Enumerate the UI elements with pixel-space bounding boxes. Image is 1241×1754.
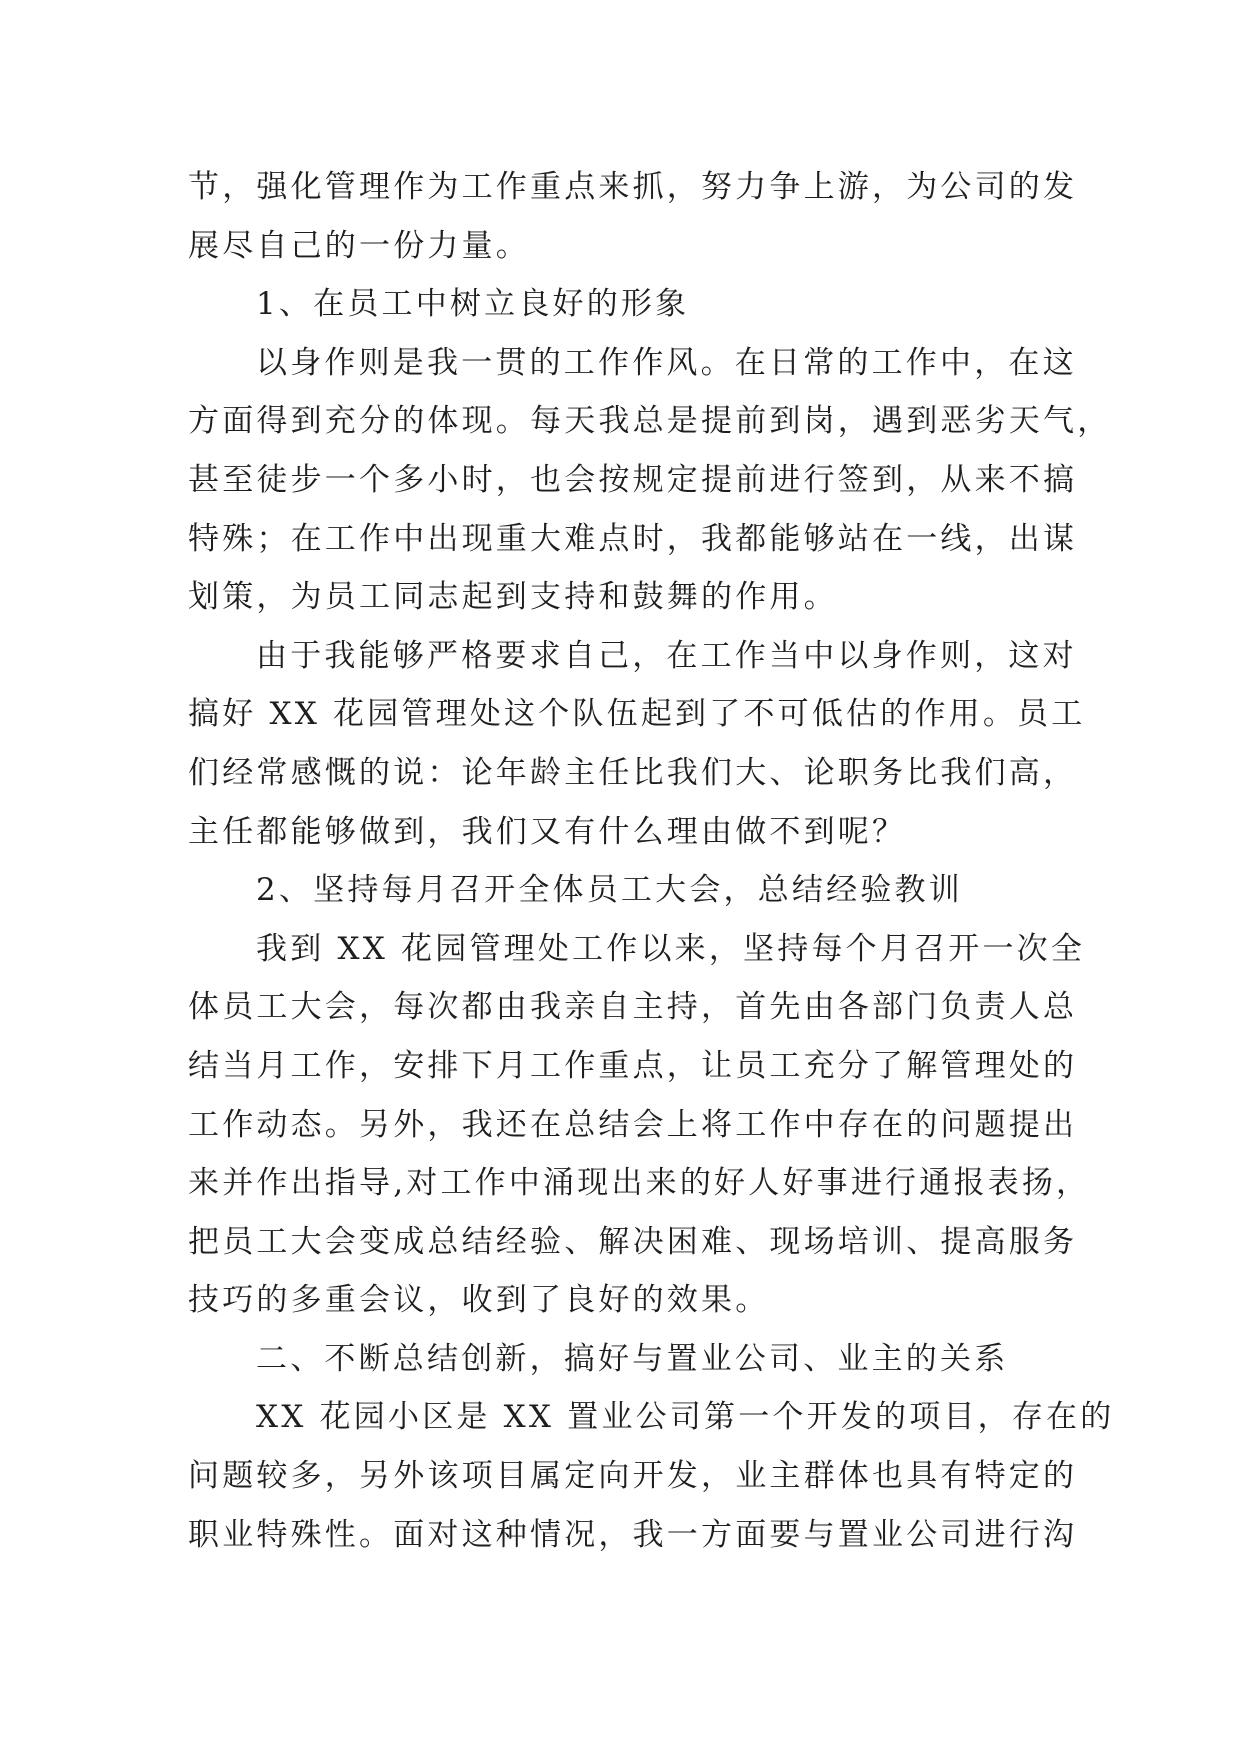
text-line-8: 划策，为员工同志起到支持和鼓舞的作用。 <box>188 579 838 616</box>
section-heading-3: 二、不断总结创新，搞好与置业公司、业主的关系 <box>256 1340 1009 1377</box>
text-line-4: 以身作则是我一贯的工作作风。在日常的工作中，在这 <box>256 344 1077 381</box>
section-heading-2: 2、坚持每月召开全体员工大会，总结经验教训 <box>256 872 963 909</box>
text-line-12: 主任都能够做到，我们又有什么理由做不到呢？ <box>188 813 907 850</box>
text-line-22: XX 花园小区是 XX 置业公司第一个开发的项目，存在的 <box>256 1399 1115 1436</box>
text-line-20: 技巧的多重会议，收到了良好的效果。 <box>188 1282 770 1319</box>
text-line-9: 由于我能够严格要求自己，在工作当中以身作则，这对 <box>256 637 1077 674</box>
text-line-10: 搞好 XX 花园管理处这个队伍起到了不可低估的作用。员工 <box>188 696 1086 733</box>
text-line-11: 们经常感慨的说：论年龄主任比我们大、论职务比我们高， <box>188 754 1078 791</box>
text-line-14: 我到 XX 花园管理处工作以来，坚持每个月召开一次全 <box>256 930 1086 967</box>
section-heading-1: 1、在员工中树立良好的形象 <box>256 286 690 323</box>
text-line-24: 职业特殊性。面对这种情况，我一方面要与置业公司进行沟 <box>188 1516 1078 1553</box>
text-line-1: 节，强化管理作为工作重点来抓，努力争上游，为公司的发 <box>188 169 1078 205</box>
text-line-16: 结当月工作，安排下月工作重点，让员工充分了解管理处的 <box>188 1047 1078 1084</box>
text-line-7: 特殊；在工作中出现重大难点时，我都能够站在一线，出谋 <box>188 520 1078 557</box>
text-line-19: 把员工大会变成总结经验、解决困难、现场培训、提高服务 <box>188 1223 1078 1260</box>
text-line-23: 问题较多，另外该项目属定向开发，业主群体也具有特定的 <box>188 1458 1078 1495</box>
document-body <box>188 158 1115 1564</box>
text-line-18: 来并作出指导,对工作中涌现出来的好人好事进行通报表扬， <box>188 1165 1091 1202</box>
text-line-5: 方面得到充分的体现。每天我总是提前到岗，遇到恶劣天气， <box>188 403 1112 440</box>
text-line-17: 工作动态。另外，我还在总结会上将工作中存在的问题提出 <box>188 1106 1078 1143</box>
text-line-6: 甚至徒步一个多小时，也会按规定提前进行签到，从来不搞 <box>188 461 1078 498</box>
text-line-2: 展尽自己的一份力量。 <box>188 227 530 264</box>
text-line-15: 体员工大会，每次都由我亲自主持，首先由各部门负责人总 <box>188 989 1078 1026</box>
